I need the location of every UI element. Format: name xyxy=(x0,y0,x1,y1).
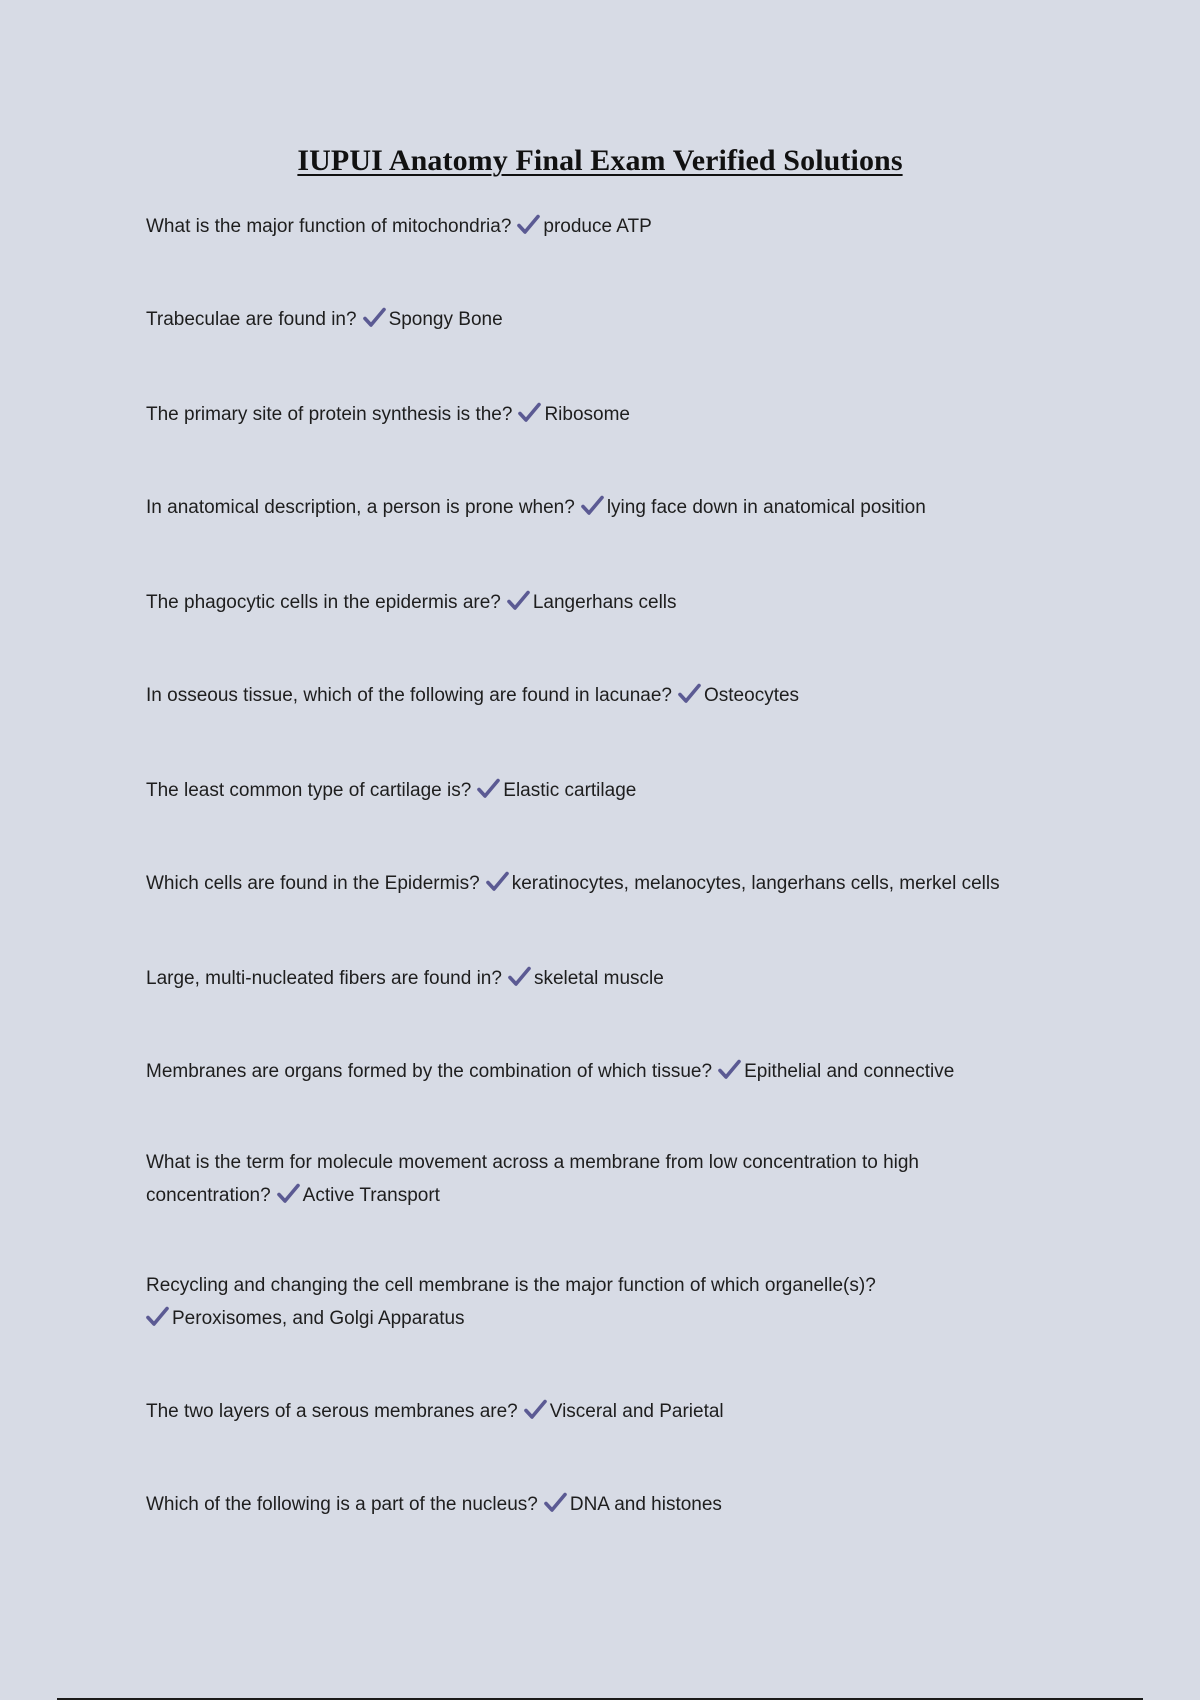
question-text: The two layers of a serous membranes are? xyxy=(146,1401,518,1422)
answer-text: Peroxisomes, and Golgi Apparatus xyxy=(172,1308,465,1329)
qa-item xyxy=(146,962,1066,995)
qa-item xyxy=(146,210,1066,243)
answer-text: Visceral and Parietal xyxy=(549,1401,724,1422)
qa-item xyxy=(146,586,1066,619)
answer-text: Active Transport xyxy=(302,1185,440,1206)
question-text: Large, multi-nucleated fibers are found in? xyxy=(146,968,502,989)
qa-item xyxy=(146,1055,1066,1088)
answer-text: Ribosome xyxy=(544,404,630,425)
qa-item xyxy=(146,679,1066,712)
answer-text: Osteocytes xyxy=(704,685,800,706)
checkmark-icon xyxy=(524,1399,547,1420)
qa-item xyxy=(146,774,1066,807)
checkmark-icon xyxy=(146,1306,169,1327)
question-text: In osseous tissue, which of the following are found in lacunae? xyxy=(146,685,672,706)
qa-item xyxy=(146,398,1066,431)
qa-item xyxy=(146,303,1066,336)
question-text: What is the term for molecule movement across a membrane from low concentration to high concentration? xyxy=(146,1152,919,1206)
checkmark-icon xyxy=(486,871,509,892)
checkmark-icon xyxy=(581,495,604,516)
answer-text: produce ATP xyxy=(543,216,652,237)
checkmark-icon xyxy=(544,1492,567,1513)
answer-text: DNA and histones xyxy=(569,1494,722,1515)
question-text: Trabeculae are found in? xyxy=(146,309,357,330)
answer-text: lying face down in anatomical position xyxy=(606,497,926,518)
answer-text: skeletal muscle xyxy=(533,968,664,989)
question-text: Membranes are organs formed by the combination of which tissue? xyxy=(146,1061,713,1082)
qa-item xyxy=(146,1488,1066,1521)
answer-text: Elastic cartilage xyxy=(503,780,637,801)
checkmark-icon xyxy=(363,307,386,328)
qa-item xyxy=(146,1269,946,1335)
checkmark-icon xyxy=(678,683,701,704)
checkmark-icon xyxy=(718,1059,741,1080)
question-text: Recycling and changing the cell membrane is the major function of which organelle(s)? xyxy=(146,1275,876,1296)
qa-item xyxy=(146,491,1066,524)
checkmark-icon xyxy=(277,1183,300,1204)
checkmark-icon xyxy=(507,590,530,611)
checkmark-icon xyxy=(508,966,531,987)
question-text: Which cells are found in the Epidermis? xyxy=(146,873,480,894)
checkmark-icon xyxy=(518,402,541,423)
question-text: The primary site of protein synthesis is the? xyxy=(146,404,513,425)
answer-text: Langerhans cells xyxy=(532,592,677,613)
answer-text: keratinocytes, melanocytes, langerhans cells, merkel cells xyxy=(511,873,1000,894)
answer-text: Epithelial and connective xyxy=(744,1061,955,1082)
document-title: IUPUI Anatomy Final Exam Verified Solutions xyxy=(297,144,903,177)
checkmark-icon xyxy=(477,778,500,799)
checkmark-icon xyxy=(517,214,540,235)
answer-text: Spongy Bone xyxy=(388,309,503,330)
qa-item xyxy=(146,1146,1006,1212)
qa-item xyxy=(146,1395,1066,1428)
question-text: What is the major function of mitochondria? xyxy=(146,216,512,237)
question-text: The phagocytic cells in the epidermis are? xyxy=(146,592,501,613)
qa-item xyxy=(146,867,1066,900)
question-text: Which of the following is a part of the nucleus? xyxy=(146,1494,538,1515)
question-text: In anatomical description, a person is prone when? xyxy=(146,497,575,518)
question-text: The least common type of cartilage is? xyxy=(146,780,472,801)
